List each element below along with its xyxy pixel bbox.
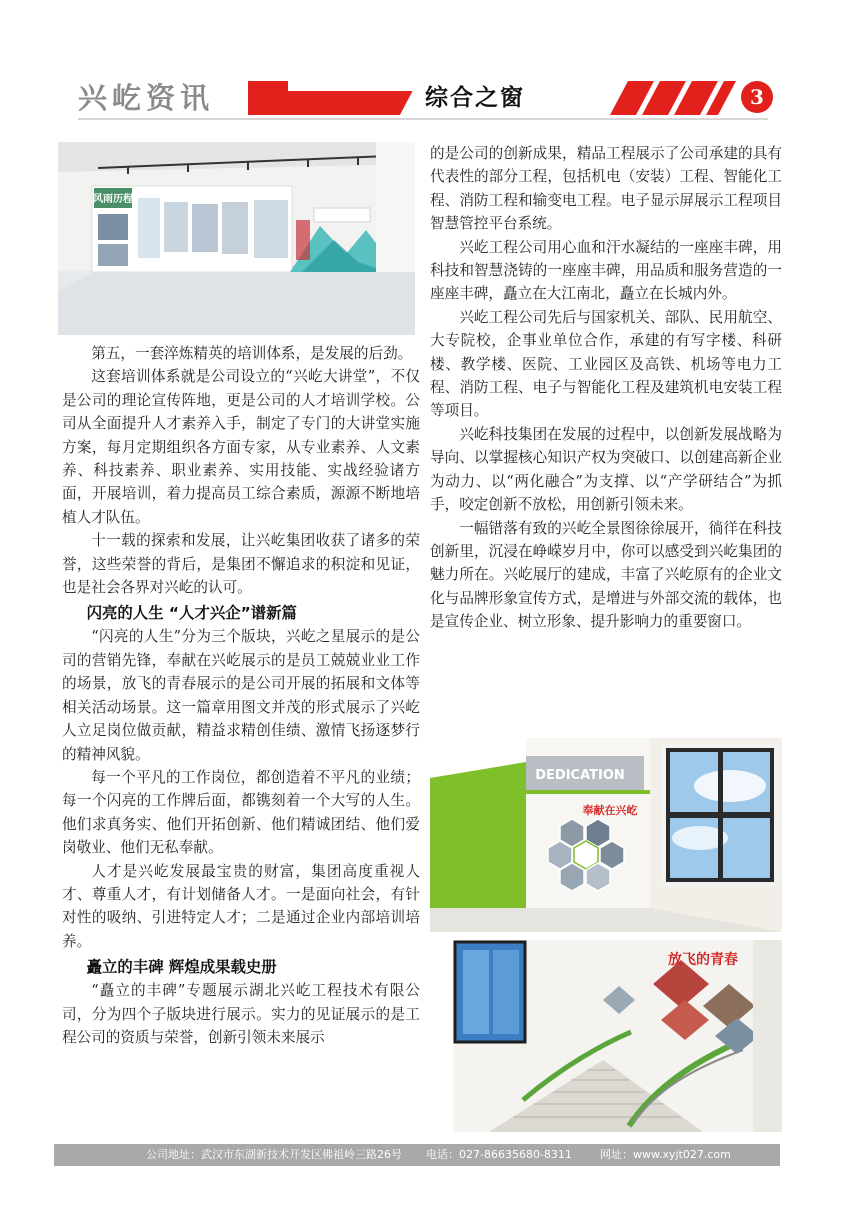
footer-bar xyxy=(54,1144,780,1166)
stair-title-text: 放飞的青春 xyxy=(668,952,738,968)
masthead xyxy=(78,80,768,120)
paragraph: 第五，一套淬炼精英的培训体系，是发展的后劲。 xyxy=(91,345,413,362)
paragraph: 兴屹工程公司用心血和汗水凝结的一座座丰碑，用科技和智慧浇铸的一座座丰碑，用品质和服务营造的一座座丰碑，矗立在大江南北，矗立在长城内外。 xyxy=(430,238,782,303)
paragraph: 的是公司的创新成果，精品工程展示了公司承建的具有代表性的部分工程，包括机电（安装）工程、智能化工程、消防工程和输变电工程。电子显示屏展示工程项目智慧管控平台系统。 xyxy=(430,145,782,233)
section-title: 综合之窗 xyxy=(425,85,525,111)
footer-website[interactable]: 网址：www.xyjt027.com xyxy=(600,1148,731,1161)
footer-phone: 电话：027-86635680-8311 xyxy=(426,1148,572,1161)
paragraph: “闪亮的人生”分为三个版块，兴屹之星展示的是公司的营销先锋，奉献在兴屹展示的是员工兢兢业业工作的场景，放飞的青春展示的是公司开展的拓展和文体等相关活动场景。这一篇章用图文并茂的形式展示了兴屹人立足岗位做贡献，精益求精创佳绩、激情飞扬逐梦行的精神风貌。 xyxy=(62,628,420,763)
dedication-title-text: 奉献在兴屹 xyxy=(582,804,638,817)
dedication-corridor-photo xyxy=(430,738,782,932)
paragraph: 兴屹工程公司先后与国家机关、部队、民用航空、大专院校，企事业单位合作，承建的有写字楼、科研楼、教学楼、医院、工业园区及高铁、机场等电力工程、消防工程、电子与智能化工程及建筑机电安装工程等项目。 xyxy=(430,308,782,420)
page-number-badge: 3 xyxy=(741,81,773,113)
staircase-photo xyxy=(453,940,782,1132)
paragraph: 这套培训体系就是公司设立的“兴屹大讲堂”，不仅是公司的理论宣传阵地，更是公司的人才培训学校。公司从全面提升人才素养入手，制定了专门的大讲堂实施方案，每月定期组织各方面专家，从专业素养、人文素养、科技素养、职业素养、实用技能、实战经验诸方面，开展培训，着力提高员工综合素质，源源不断地培植人才队伍。 xyxy=(62,368,420,526)
paragraph: 兴屹科技集团在发展的过程中，以创新发展战略为导向、以掌握核心知识产权为突破口、以创建高新企业为动力、以“两化融合”为支撑、以“产学研结合”为抓手，咬定创新不放松，用创新引领未来。 xyxy=(430,425,782,514)
paragraph: 一幅错落有致的兴屹全景图徐徐展开，徜徉在科技创新里，沉浸在峥嵘岁月中，你可以感受到兴屹集团的魅力所在。兴屹展厅的建成，丰富了兴屹原有的企业文化与品牌形象宣传方式，是增进与外部交流的载体，也是宣传企业、树立形象、提升影响力的重要窗口。 xyxy=(430,519,782,631)
brand-title: 兴屹资讯 xyxy=(78,81,215,115)
wall-label-text: 风雨历程 xyxy=(93,194,133,205)
paragraph: “矗立的丰碑”专题展示湖北兴屹工程技术有限公司，分为四个子版块进行展示。实力的见证展示的是工程公司的资质与荣誉，创新引领未来展示 xyxy=(62,982,420,1046)
subheading: 闪亮的人生 “人才兴企”谱新篇 xyxy=(86,604,297,623)
subheading: 矗立的丰碑 辉煌成果载史册 xyxy=(86,958,277,977)
paragraph: 人才是兴屹发展最宝贵的财富，集团高度重视人才、尊重人才，有计划储备人才。一是面向社会，有针对性的吸纳、引进特定人才；二是通过企业内部培训培养。 xyxy=(62,862,420,950)
dedication-sign-text: DEDICATION xyxy=(535,768,625,783)
footer-address: 公司地址：武汉市东湖新技术开发区佛祖岭三路26号 xyxy=(146,1148,402,1161)
right-column xyxy=(430,142,782,634)
exhibition-hall-photo xyxy=(58,142,415,335)
paragraph: 每一个平凡的工作岗位，都创造着不平凡的业绩；每一个闪亮的工作牌后面，都镌刻着一个大写的人生。他们求真务实、他们开拓创新、他们精诚团结、他们爱岗敬业、他们无私奉献。 xyxy=(62,768,420,857)
header-rule xyxy=(78,118,768,120)
paragraph: 十一载的探索和发展，让兴屹集团收获了诸多的荣誉，这些荣誉的背后，是集团不懈追求的积淀和见证，也是社会各界对兴屹的认可。 xyxy=(62,532,420,597)
left-column xyxy=(62,342,420,1049)
